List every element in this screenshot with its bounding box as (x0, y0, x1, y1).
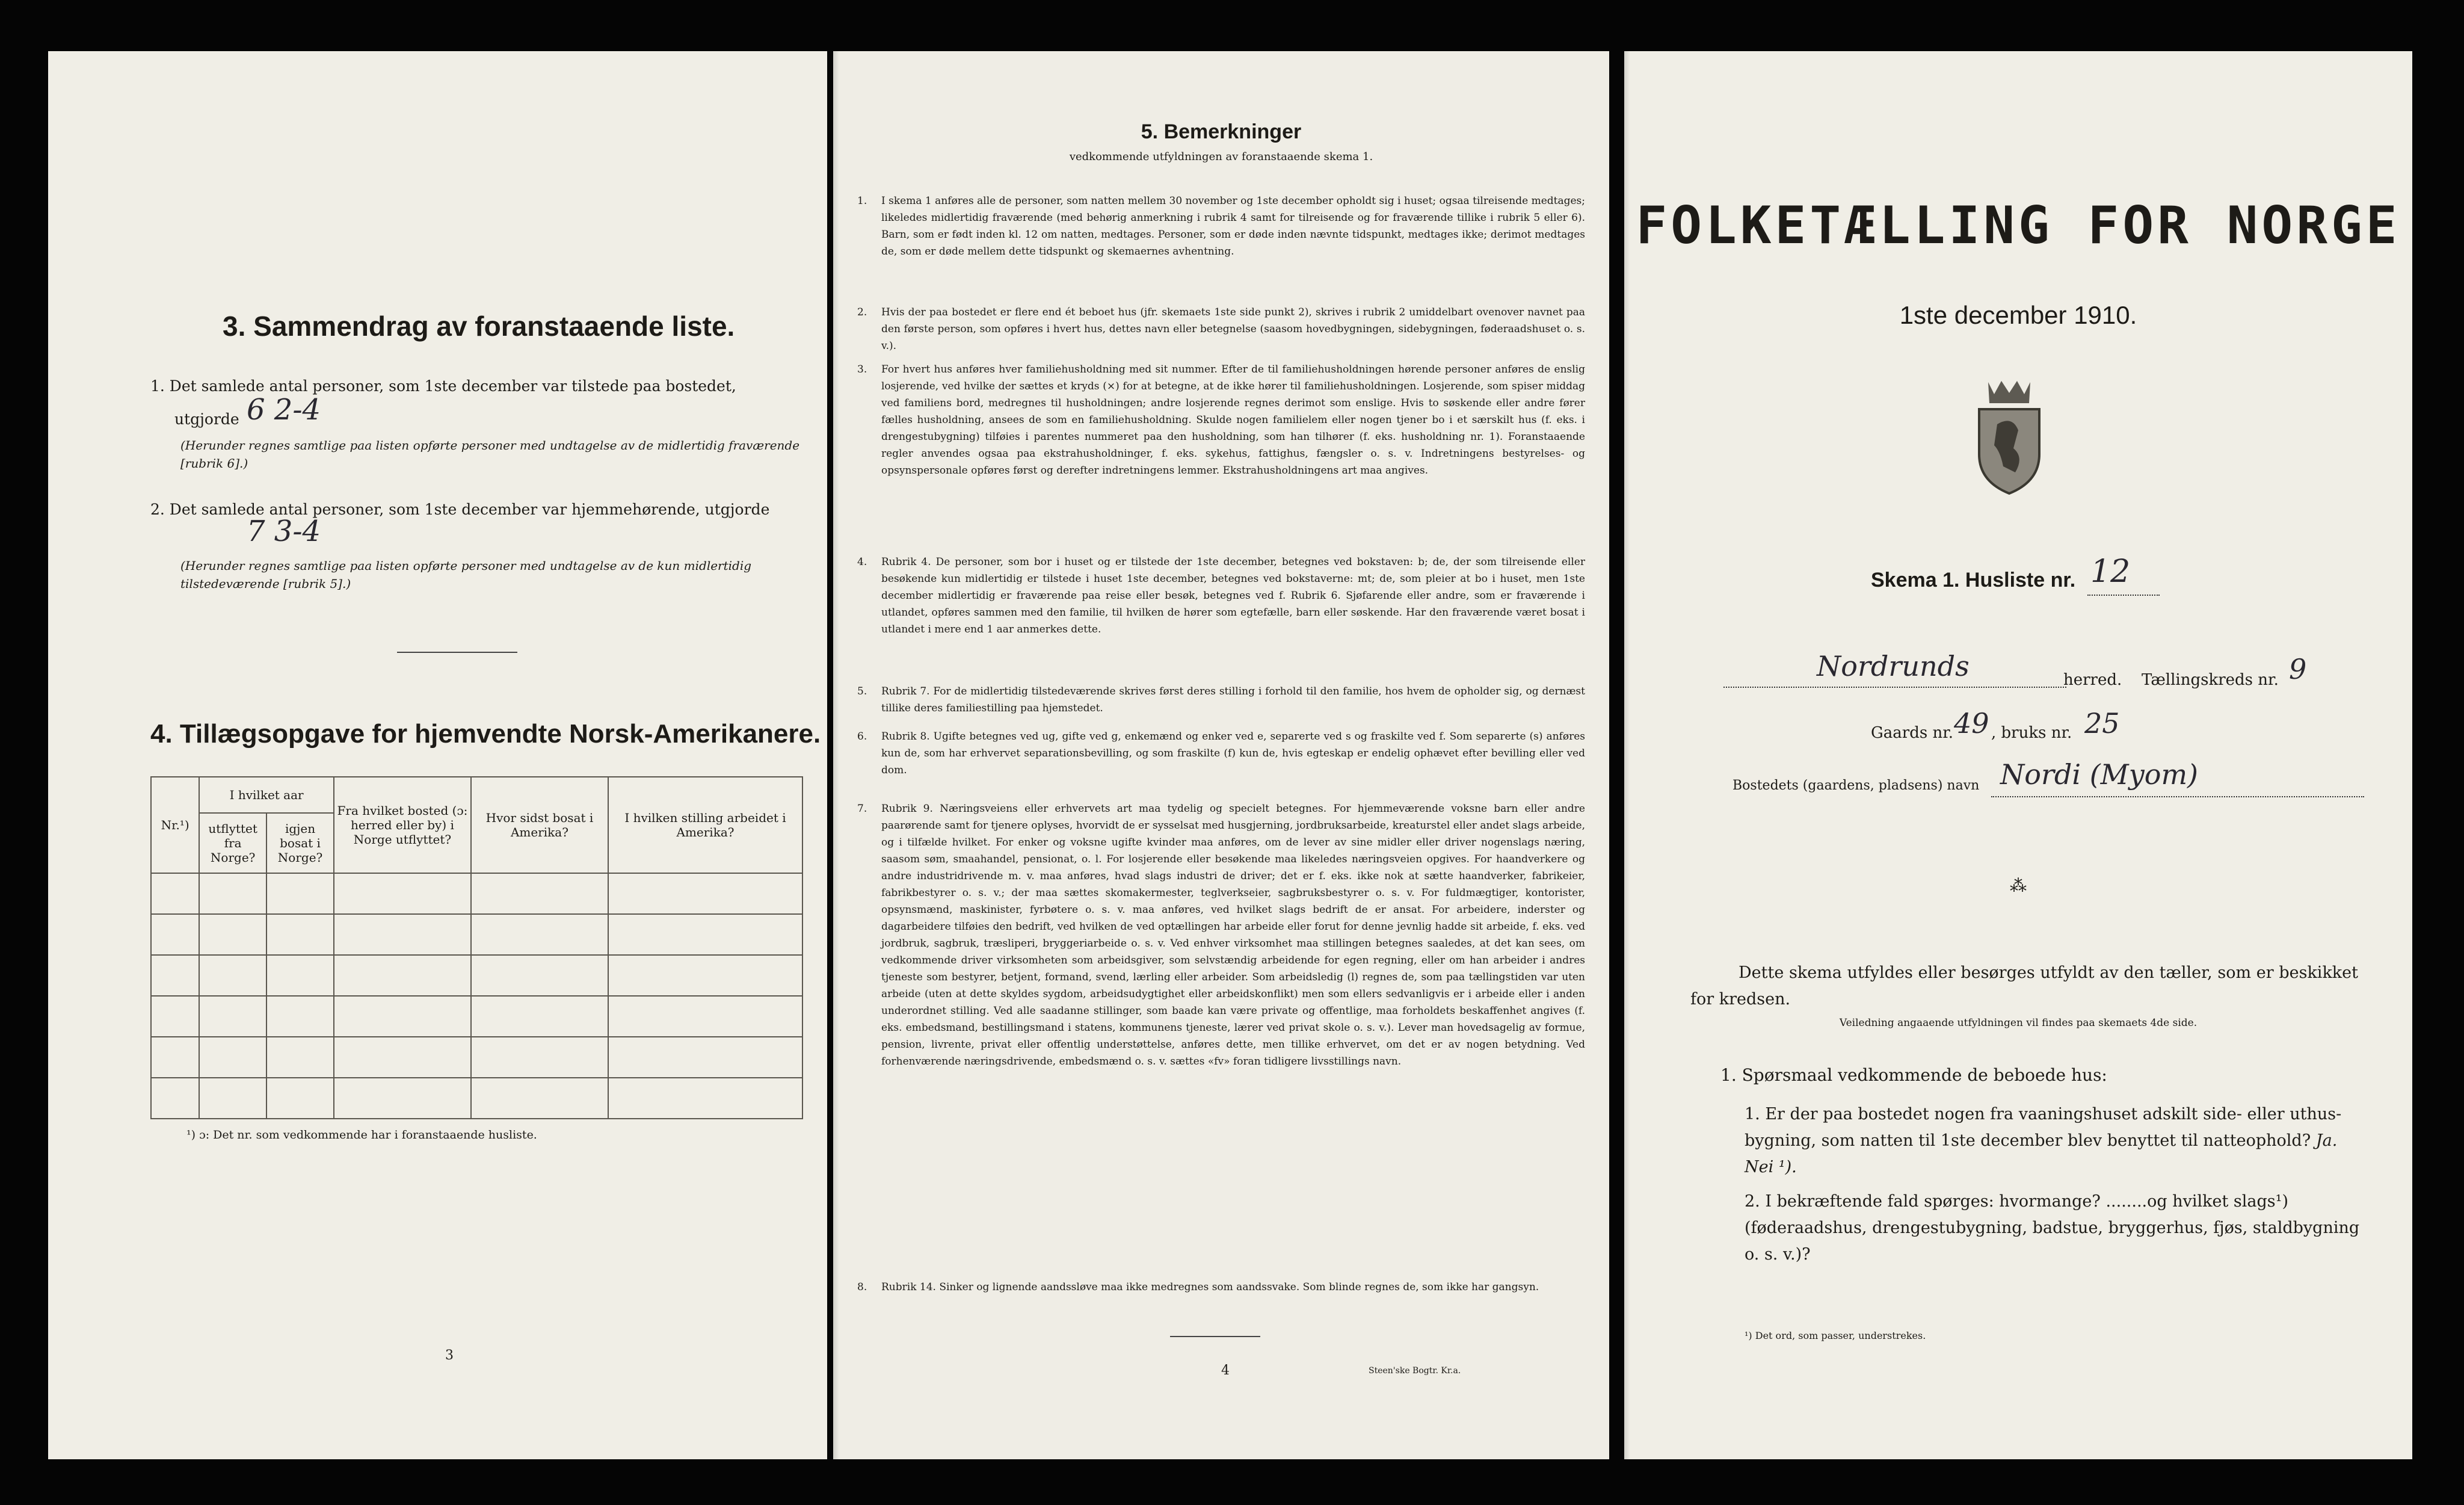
gaards-value: 49 (1954, 707, 1989, 740)
s3-item-2-note: (Herunder regnes samtlige paa listen opførte personer med undtagelse av de kun midlertidig tilstedeværende [rubrik 5].) (180, 558, 752, 591)
question-2: 2. I bekræftende fald spørges: hvormange? ........og hvilket slags¹) (føderaadshus, drengestubygning, badstue, bryggerhus, fjøs, staldbygning o. s. v.)? (1745, 1192, 2360, 1264)
herred-line (1723, 686, 2066, 688)
remark-8: 8. Rubrik 14. Sinker og lignende aandssløve maa ikke medregnes som aandssvake. Som blinde regnes de, som ikke har gangsyn. (857, 1281, 1539, 1293)
page-number: 4 (1221, 1363, 1230, 1378)
page-number: 3 (445, 1348, 454, 1363)
remarks-title: 5. Bemerkninger (1141, 120, 1302, 143)
remark-6: 6. Rubrik 8. Ugifte betegnes ved ug, gifte ved g, enkemænd og enker ved e, separerte ved s og fraskilte ved f. Som separerte (s) anføres kun de, som har erhvervet separationsbevilling, og som fraskilte (f) kun de, hvis egteskap er endelig ophævet efter bevilling eller ved dom. (857, 731, 1585, 776)
ornament: ⁂ (2010, 876, 2027, 895)
s3-item-1: 1. Det samlede antal personer, som 1ste december var tilstede paa bostedet, (150, 377, 736, 395)
remark-7: 7. Rubrik 9. Næringsveiens eller erhvervets art maa tydelig og specielt betegnes. For hjemmeværende voksne barn eller andre paarørende samt for tjenere oplyses, hvorvidt de er sysselsat med husgjerning, jordbruksarbeide, kreaturstel eller andet slags arbeide, og i tilfælde hvilket. For enker og voksne ugifte kvinder maa anføres, om de lever av sine midler eller driver nogenslags næring, saasom søm, smaahandel, pensionat, o. l. For losjerende eller besøkende maa likeledes næringsveien opgives. For haandverkere og andre industridrivende m. v. maa anføres, hvad slags industri de driver; det er f. eks. ikke nok at sætte haandverker, fabrikeier, fabrikbestyrer o. s. v.; der maa sættes skomakermester, teglverkseier, sagbruksbestyrer o. s. v. For fuldmægtiger, kontorister, opsynsmænd, maskinister, fyrbøtere o. s. v. maa anføres, ved hvilket slags bedrift de er ansat. For arbeidere, inderster og dagarbeidere tilføies den bedrift, ved hvilken de ved optællingen har arbeide eller forut for denne jevnlig hadde sit arbeide, f. eks. ved jordbruk, sagbruk, træsliperi, bryggeriarbeide o. s. v. Ved enhver virksomhet maa stillingen betegnes saaledes, at det kan sees, om vedkommende driver virksomheten som arbeidsgiver, som selvstændig arbeidende for egen regning, eller om han arbeider i andres tjeneste som bestyrer, betjent, formand, svend, lærling eller arbeider. Som arbeidsledig (l) regnes de, som paa tællingstiden var uten arbeide (uten at dette skyldes sygdom, arbeidsudygtighet eller arbeidskonflikt) men som ellers sedvanligvis er i arbeide eller i anden underordnet stilling. Ved alle saadanne stillinger, som baade kan være private og offentlige, maa forholdets beskaffenhet angives (f. eks. embedsmand, bestillingsmand i statens, kommunens tjeneste, lærer ved privat skole o. s. v.). Lever man hovedsagelig av formue, pension, livrente, privat eller offentlig understøttelse, anføres dette, men tillike erhvervet, om det er av nogen betydning. Ved forhenværende næringsdrivende, embedsmænd o. s. v. sættes «fv» foran tidligere livsstillings navn. (857, 803, 1585, 1068)
bosted-value: Nordi (Myom) (2000, 758, 2199, 791)
s3-item-1-note: (Herunder regnes samtlige paa listen opførte personer med undtagelse av de midlertidig fraværende [rubrik 6].) (180, 438, 800, 471)
skema-label: Skema 1. Husliste nr. (1871, 569, 2076, 592)
remarks-subtitle: vedkommende utfyldningen av foranstaaende skema 1. (1069, 150, 1373, 163)
section-4-title: 4. Tillægsopgave for hjemvendte Norsk-Amerikanere. (150, 719, 821, 749)
q1-options: Ja. Nei ¹). (1745, 1131, 2338, 1176)
census-title: FOLKETÆLLING FOR NORGE (1636, 196, 2401, 256)
table-row (151, 1037, 802, 1078)
table-row (151, 873, 802, 914)
col-nr: Nr.¹) (151, 777, 199, 873)
census-date: 1ste december 1910. (1899, 301, 2137, 329)
s3-item-2: 2. Det samlede antal personer, som 1ste december var hjemmehørende, utgjorde (150, 501, 770, 518)
table-footnote: ¹) ɔ: Det nr. som vedkommende har i foranstaaende husliste. (186, 1128, 537, 1142)
norway-coat-of-arms-icon (1970, 376, 2048, 496)
remark-1: 1. I skema 1 anføres alle de personer, som natten mellem 30 november og 1ste december opholdt sig i huset; ogsaa tilreisende medtages; likeledes midlertidig fraværende (med behørig anmerkning i rubrik 4 samt for tilreisende og for fraværende tillike i rubrik 5 eller 6). Barn, som er født inden kl. 12 om natten, medtages. Personer, som er døde inden nævnte tidspunkt, medtages ikke; derimot medtages de, som er døde mellem dette tidspunkt og skemaernes avhentning. (857, 195, 1585, 258)
bruks-label: , bruks nr. (1991, 724, 2072, 742)
question-1: 1. Er der paa bostedet nogen fra vaaningshuset adskilt side- eller uthus-bygning, som natten til 1ste december blev benyttet til natteophold? Ja. Nei ¹). (1745, 1105, 2342, 1176)
col-stilling: I hvilken stilling arbeidet i Amerika? (608, 777, 802, 873)
right-page (1624, 51, 2412, 1459)
herred-value: Nordrunds (1817, 650, 1970, 682)
intro-text: Dette skema utfyldes eller besørges utfyldt av den tæller, som er beskikket for kredsen. (1690, 963, 2358, 1009)
left-page (48, 51, 827, 1459)
kreds-value: 9 (2289, 653, 2307, 685)
col-hvor: Hvor sidst bosat i Amerika? (471, 777, 608, 873)
gaards-label: Gaards nr. (1871, 724, 1954, 742)
right-footnote: ¹) Det ord, som passer, understrekes. (1745, 1330, 1926, 1341)
s3-item-1-value: 6 2-4 (247, 393, 321, 427)
herred-label: herred. (2063, 671, 2122, 689)
col-igjen: igjen bosat i Norge? (266, 813, 334, 873)
table-row (151, 996, 802, 1037)
s3-item-2-value: 7 3-4 (247, 515, 321, 548)
table-row (151, 955, 802, 996)
page-fold (1624, 51, 1630, 1459)
remark-4: 4. Rubrik 4. De personer, som bor i huset og er tilstede der 1ste december, betegnes ved bokstaven: b; de, der som tilreisende eller besøkende kun midlertidig er tilstede i huset 1ste december, betegnes ved bokstaverne: mt; de, som pleier at bo i huset, men 1ste december midlertidig er fraværende paa reise eller besøk, betegnes ved f. Rubrik 6. Sjøfarende eller andre, som er fraværende i utlandet, opføres sammen med den familie, til hvilken de hører som egtefælle, barn eller søskende. Har den fraværende været bosat i utlandet i mere end 1 aar anmerkes dette. (857, 556, 1585, 635)
col-group-aar: I hvilket aar (199, 777, 334, 813)
husliste-nr-value: 12 (2090, 554, 2131, 590)
kreds-label: Tællingskreds nr. (2142, 671, 2279, 689)
printer-mark: Steen'ske Bogtr. Kr.a. (1369, 1366, 1461, 1376)
col-fra: Fra hvilket bosted (ɔ: herred eller by) i Norge utflyttet? (334, 777, 471, 873)
section-3-title: 3. Sammendrag av foranstaaende liste. (223, 311, 735, 342)
remark-3: 3. For hvert hus anføres hver familiehusholdning med sit nummer. Efter de til familiehusholdningen hørende personer anføres de enslig losjerende, ved hvilke der sættes et kryds (×) for at betegne, at de ikke hører til familiehusholdningen. Losjerende, som spiser middag ved familiens bord, medregnes til husholdningen; andre losjerende regnes derimot som enslige. Hvis to søskende eller andre fører fælles husholdning, ansees de som en familiehusholdning. Skulde nogen familielem eller nogen tjener bo i et særskilt hus (f. eks. i drengestubygning) tilføies i parentes nummeret paa den husholdning, som han tilhører (f. eks. husholdning nr. 1). Foranstaaende regler anvendes ogsaa paa ekstrahusholdninger, f. eks. sykehus, fattighus, fængsler o. s. v. Indretningens bestyrelses- og opsynspersonale opføres først og derefter indretningens lemmer. Ekstrahusholdningens art maa angives. (857, 363, 1585, 477)
page-fold (833, 51, 839, 1459)
remark-2: 2. Hvis der paa bostedet er flere end ét beboet hus (jfr. skemaets 1ste side punkt 2), skrives i rubrik 2 umiddelbart ovenover navnet paa den første person, som opføres i hvert hus, dettes navn eller betegnelse (saasom hovedbygningen, sidebygningen, føderaadshuset o. s. v.). (857, 306, 1585, 352)
bruks-value: 25 (2084, 707, 2120, 740)
bosted-line (1991, 796, 2364, 797)
questions-header: 1. Spørsmaal vedkommende de beboede hus: (1720, 1065, 2107, 1085)
bosted-label: Bostedets (gaardens, pladsens) navn (1732, 778, 1980, 793)
divider (1170, 1336, 1260, 1337)
remark-5: 5. Rubrik 7. For de midlertidig tilstedeværende skrives først deres stilling i forhold til den familie, hos hvem de opholder sig, og dernæst tillike deres familiestilling paa hjemstedet. (857, 685, 1585, 714)
veiledning-text: Veiledning angaaende utfyldningen vil findes paa skemaets 4de side. (1839, 1017, 2198, 1029)
s3-item-1-prefix: utgjorde (174, 410, 239, 428)
table-row (151, 914, 802, 955)
middle-page (833, 51, 1609, 1459)
table-row (151, 1078, 802, 1119)
col-utflyttet: utflyttet fra Norge? (199, 813, 266, 873)
norsk-amerikanere-table (150, 776, 803, 1119)
divider (397, 652, 517, 653)
husliste-underline (2087, 595, 2160, 596)
